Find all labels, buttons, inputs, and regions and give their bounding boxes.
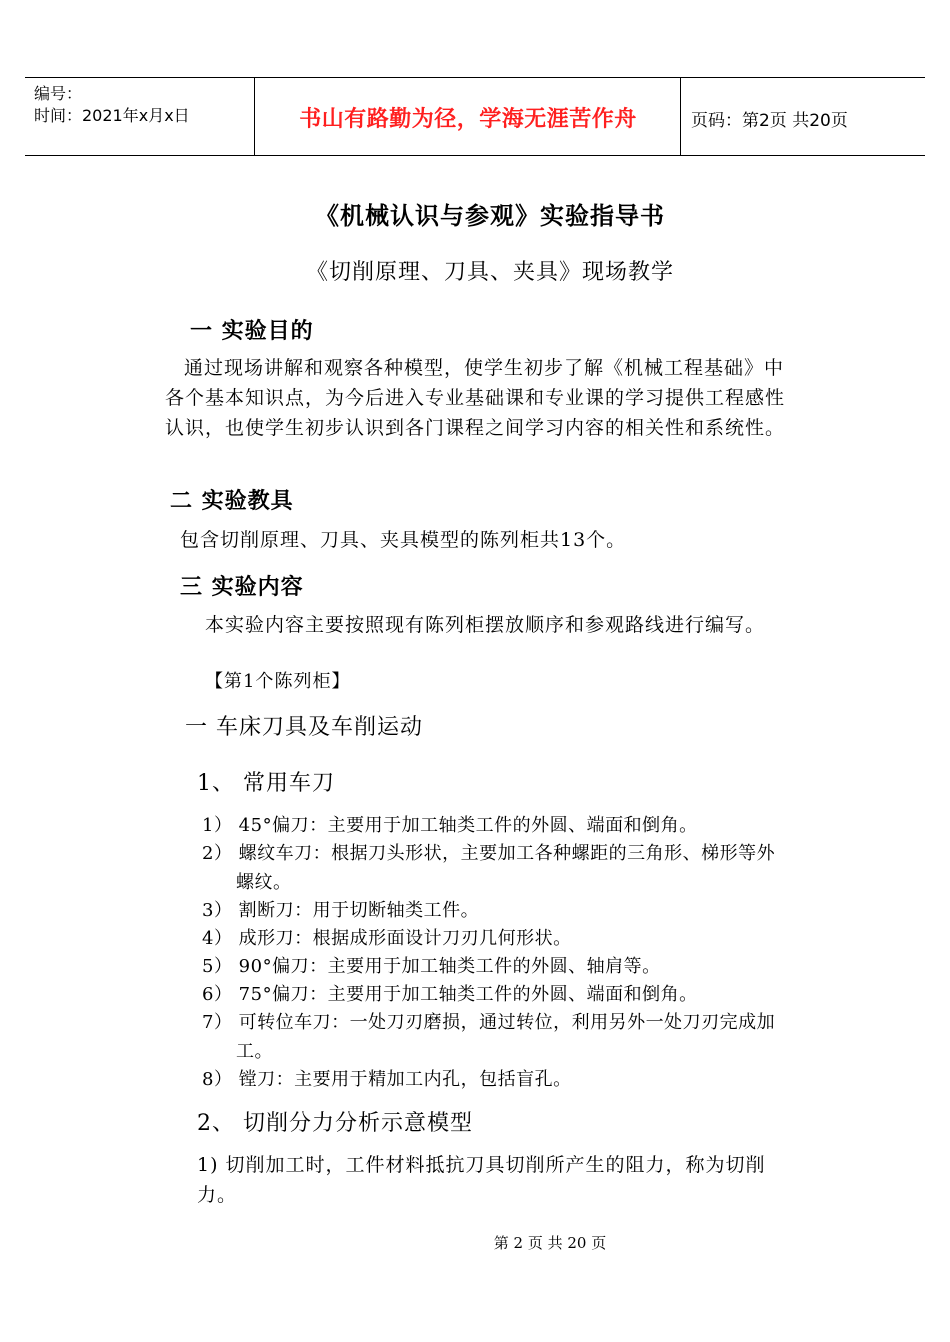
list-item	[202, 839, 792, 897]
list-item: 5） 90°偏刀：主要用于加工轴类工件的外圆、轴肩等。	[202, 956, 661, 977]
document-subtitle: 《切削原理、刀具、夹具》现场教学	[305, 260, 674, 285]
header-bottom-rule	[25, 155, 925, 156]
subsection-common-tools: 1、 常用车刀	[197, 771, 335, 796]
header-divider-2	[680, 77, 681, 155]
subsection-force-model: 2、 切削分力分析示意模型	[197, 1111, 473, 1136]
list-item-text: 7） 可转位车刀：一处刀刃磨损，通过转位，利用另外一处刀刃完成加工。	[202, 1012, 776, 1062]
document-time: 时间：2021年x月x日	[34, 106, 190, 125]
list-item: 6） 75°偏刀：主要用于加工轴类工件的外圆、端面和倒角。	[202, 984, 698, 1005]
page-footer: 第 2 页 共 20 页	[493, 1234, 607, 1252]
subsection-lathe-tools: 一 车床刀具及车削运动	[185, 715, 423, 740]
section-equipment-text: 包含切削原理、刀具、夹具模型的陈列柜共13个。	[180, 529, 627, 551]
list-item: 8） 镗刀：主要用于精加工内孔，包括盲孔。	[202, 1069, 572, 1090]
section-purpose-text	[165, 353, 787, 443]
header-page-number: 页码：第2页 共20页	[691, 111, 848, 131]
content-paragraph: 本实验内容主要按照现有陈列柜摆放顺序和参观路线进行编写。	[205, 614, 766, 636]
cabinet-label: 【第1个陈列柜】	[205, 671, 351, 692]
list-item: 3） 割断刀：用于切断轴类工件。	[202, 900, 480, 921]
section-heading-content: 三 实验内容	[180, 574, 304, 600]
force-model-text: 1) 切削加工时，工件材料抵抗刀具切削所产生的阻力，称为切削力。	[197, 1154, 766, 1206]
purpose-paragraph: 通过现场讲解和观察各种模型，使学生初步了解《机械工程基础》中各个基本知识点，为今后进入专业基础课和专业课的学习提供工程感性认识，也使学生初步认识到各门课程之间学习内容的相关性和系统性。	[165, 357, 786, 439]
list-item: 4） 成形刀：根据成形面设计刀刃几何形状。	[202, 928, 572, 949]
document-title: 《机械认识与参观》实验指导书	[315, 201, 665, 230]
section-heading-purpose: 一 实验目的	[190, 318, 314, 344]
section-heading-equipment: 二 实验教具	[170, 488, 294, 514]
list-item	[202, 1008, 792, 1066]
header-meta	[34, 83, 190, 127]
section-content-text	[165, 610, 787, 640]
document-number: 编号：	[34, 84, 83, 103]
header-motto: 书山有路勤为径，学海无涯苦作舟	[299, 107, 637, 132]
list-item: 1） 45°偏刀：主要用于加工轴类工件的外圆、端面和倒角。	[202, 815, 698, 836]
list-item-text: 2） 螺纹车刀：根据刀头形状，主要加工各种螺距的三角形、梯形等外螺纹。	[202, 843, 776, 893]
header-top-rule	[25, 77, 925, 78]
header-divider-1	[254, 77, 255, 155]
